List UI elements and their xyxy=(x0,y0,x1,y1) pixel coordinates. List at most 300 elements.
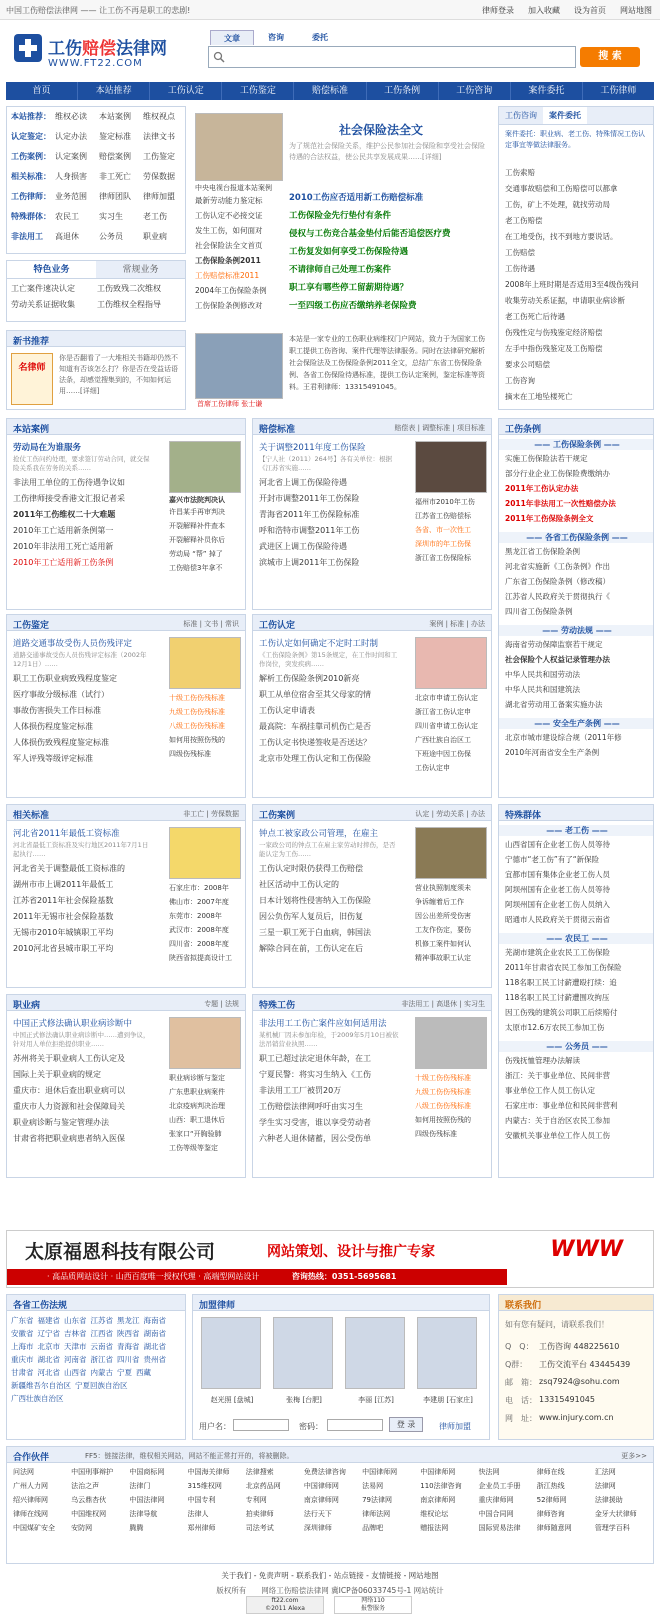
section-photo[interactable] xyxy=(169,441,241,493)
category-link[interactable]: 本站案例 xyxy=(99,112,131,121)
partner-link[interactable]: 专利网 xyxy=(245,1496,267,1504)
group-item[interactable]: 宁德市“老工伤”有了“新保险 xyxy=(505,855,600,864)
section-list-item[interactable]: 职工从单位宿舍至其父母家的情 xyxy=(259,690,371,699)
section-side-item[interactable]: 如何用按照伤残的 xyxy=(169,736,225,744)
partner-link[interactable]: 郑州律师 xyxy=(187,1524,216,1532)
featured-link[interactable]: 工伤赔偿标准2011 xyxy=(195,271,260,280)
set-homepage-link[interactable]: 设为首页 xyxy=(574,6,606,15)
business-item[interactable]: 工伤维权全程指导 xyxy=(97,300,161,309)
partner-link[interactable]: 绍兴律师网 xyxy=(13,1496,48,1504)
province-link[interactable]: 北京市 xyxy=(37,1342,60,1351)
consult-item[interactable]: 摘末在工地坠楼死亡 xyxy=(505,392,573,401)
group-item[interactable]: 实施工伤保险法若干规定 xyxy=(505,454,588,463)
section-side-item[interactable]: 许昌某手再审判决 xyxy=(169,508,225,516)
section-side-item[interactable]: 各省、市一次性工 xyxy=(415,526,471,534)
section-list-item[interactable]: 青海省2011年工伤保险标准 xyxy=(259,510,360,519)
nav-item[interactable]: 本站推荐 xyxy=(78,82,150,100)
category-link[interactable]: 非工死亡 xyxy=(99,172,131,181)
category-link[interactable]: 律师加盟 xyxy=(143,192,175,201)
group-item[interactable]: 部分行业企业工伤保险费缴纳办 xyxy=(505,469,610,478)
section-headline[interactable]: 中国正式修法确认职业病诊断中 xyxy=(13,1019,133,1029)
consult-item[interactable]: 工伤赔偿 xyxy=(505,248,535,257)
section-list-item[interactable]: 2010年工亡适用新工伤条例 xyxy=(13,558,114,567)
province-link[interactable]: 重庆市 xyxy=(11,1355,34,1364)
section-list-item[interactable]: 河北省上调工伤保险待遇 xyxy=(259,478,347,487)
headline-link[interactable]: 一至四级工伤应否缴纳养老保险费 xyxy=(289,301,417,311)
section-more-links[interactable]: 标准 | 文书 | 常识 xyxy=(183,620,239,628)
province-link[interactable]: 山东省 xyxy=(64,1316,87,1325)
featured-link[interactable]: 工伤保险条例2011 xyxy=(195,256,261,265)
group-item[interactable]: 2011年工伤认定办法 xyxy=(505,484,579,493)
partner-link[interactable]: 中国专利 xyxy=(187,1496,216,1504)
section-list-item[interactable]: 工伤律师接受香港文汇报记者采 xyxy=(13,494,125,503)
lawyer-photo[interactable] xyxy=(345,1317,405,1389)
category-link[interactable]: 认定办法 xyxy=(55,132,87,141)
section-photo[interactable] xyxy=(169,637,241,689)
province-link[interactable]: 云南省 xyxy=(90,1342,113,1351)
section-list-item[interactable]: 人体损伤程度鉴定标准 xyxy=(13,722,93,731)
province-link[interactable]: 黑龙江 xyxy=(117,1316,140,1325)
category-link[interactable]: 业务范围 xyxy=(55,192,87,201)
lawyer-name[interactable]: 李丽 [江苏] xyxy=(358,1396,394,1404)
group-item[interactable]: 内蒙古：关于自治区农民工参加 xyxy=(505,1116,610,1125)
contact-value[interactable]: 13315491045 xyxy=(539,1395,595,1404)
consult-item[interactable]: 伤残性定与伤残鉴定经济赔偿 xyxy=(505,328,603,337)
partner-link[interactable]: 中国海关律师 xyxy=(187,1468,230,1476)
section-side-item[interactable]: 佛山市：2007年度 xyxy=(169,898,229,906)
group-item[interactable]: 北京市城市建设综合规（2011年修 xyxy=(505,733,622,742)
section-side-item[interactable]: 十级工伤伤残标准 xyxy=(169,694,225,702)
group-item[interactable]: 广东省工伤保险条例（修改稿） xyxy=(505,577,610,586)
section-side-item[interactable]: 十级工伤伤残标准 xyxy=(415,1074,471,1082)
section-list-item[interactable]: 医疗事故分级标准（试行） xyxy=(13,690,109,699)
featured-link[interactable]: 社会保险法全文首页 xyxy=(195,241,263,250)
section-list-item[interactable]: 职业病诊断与鉴定管理办法 xyxy=(13,1118,109,1127)
partner-link[interactable]: 国际贸易法律 xyxy=(478,1524,521,1532)
partner-link[interactable]: 中国商标网 xyxy=(129,1468,165,1476)
section-side-item[interactable]: 八级工伤伤残标准 xyxy=(169,722,225,730)
section-side-item[interactable]: 江苏省工伤赔偿标 xyxy=(415,512,471,520)
sitemap-link[interactable]: 网站地图 xyxy=(620,6,652,15)
province-link[interactable]: 广西壮族自治区 xyxy=(11,1394,64,1403)
headline-link[interactable]: 工伤复发如何享受工伤保险待遇 xyxy=(289,247,409,257)
section-photo[interactable] xyxy=(415,441,487,493)
contact-value[interactable]: www.injury.com.cn xyxy=(539,1413,614,1422)
section-side-item[interactable]: 工伤认定申 xyxy=(415,764,450,772)
section-more-links[interactable]: 专题 | 法规 xyxy=(204,1000,239,1008)
section-list-item[interactable]: 北京市处理工伤认定和工伤保险 xyxy=(259,754,371,763)
section-headline[interactable]: 工伤认定如何确定不定时工时制 xyxy=(259,639,379,649)
section-list-item[interactable]: 武进区上调工伤保险待遇 xyxy=(259,542,347,551)
province-link[interactable]: 上海市 xyxy=(11,1342,34,1351)
group-item[interactable]: 2011年非法用工一次性赔偿办法 xyxy=(505,499,616,508)
section-list-item[interactable]: 事故伤害损失工作日标准 xyxy=(13,706,101,715)
consult-item[interactable]: 老工伤死亡后待遇 xyxy=(505,312,565,321)
section-side-item[interactable]: 工友作伤定，要伤 xyxy=(415,926,471,934)
section-more-links[interactable]: 赔偿表 | 调整标准 | 项目标准 xyxy=(394,424,485,432)
category-link[interactable]: 实习生 xyxy=(99,212,123,221)
section-list-item[interactable]: 重庆市人力资源和社会保障局关 xyxy=(13,1102,125,1111)
section-side-item[interactable]: 山西：职工退休后 xyxy=(169,1116,225,1124)
consult-item[interactable]: 2008年上班时期是否适用3至4级伤残问 xyxy=(505,280,639,289)
section-list-item[interactable]: 甘肃省将把职业病患者纳入医保 xyxy=(13,1134,125,1143)
partner-more-link[interactable]: 更多>> xyxy=(621,1452,647,1460)
province-link[interactable]: 贵州省 xyxy=(143,1355,166,1364)
section-headline[interactable]: 非法用工工伤亡案件应如何适用法 xyxy=(259,1019,387,1029)
partner-link[interactable]: 北京药品网 xyxy=(245,1482,281,1490)
province-link[interactable]: 浙江省 xyxy=(90,1355,113,1364)
group-item[interactable]: 湖北省劳动用工备案实施办法 xyxy=(505,700,603,709)
partner-link[interactable]: 维权论坛 xyxy=(420,1510,449,1518)
province-link[interactable]: 青海省 xyxy=(117,1342,140,1351)
consult-item[interactable]: 左手中指伤残鉴定及工伤赔偿 xyxy=(505,344,603,353)
section-photo[interactable] xyxy=(415,827,487,879)
group-item[interactable]: 石家庄市：事业单位和民间非营利 xyxy=(505,1101,618,1110)
section-list-item[interactable]: 湖州市市上调2011年最低工 xyxy=(13,880,114,889)
section-list-item[interactable]: 工伤认定时限仍获得工伤赔偿 xyxy=(259,864,363,873)
headline-link[interactable]: 职工享有哪些停工留薪期待遇？ xyxy=(289,283,409,293)
partner-link[interactable]: 315维权网 xyxy=(187,1482,222,1490)
section-photo[interactable] xyxy=(415,1017,487,1069)
province-link[interactable]: 河北省 xyxy=(37,1368,60,1377)
group-item[interactable]: 2011年甘肃省农民工参加工伤保险 xyxy=(505,963,622,972)
section-side-item[interactable]: 深圳市的年工伤保 xyxy=(415,540,471,548)
section-more-links[interactable]: 非工亡 | 劳保数据 xyxy=(183,810,239,818)
section-side-item[interactable]: 浙江省工伤认定申 xyxy=(415,708,471,716)
province-link[interactable]: 山西省 xyxy=(64,1368,87,1377)
province-link[interactable]: 甘肃省 xyxy=(11,1368,34,1377)
group-item[interactable]: 阿坝州国有企业老工伤人员纳入 xyxy=(505,900,610,909)
section-headline[interactable]: 河北省2011年最低工资标准 xyxy=(13,829,120,839)
partner-link[interactable]: 深圳律师 xyxy=(303,1524,332,1532)
province-link[interactable]: 西藏 xyxy=(136,1368,151,1377)
partner-link[interactable]: 110法律咨询 xyxy=(420,1482,462,1490)
partner-link[interactable]: 法治之声 xyxy=(71,1482,100,1490)
section-list-item[interactable]: 军人评残等级评定标准 xyxy=(13,754,93,763)
partner-link[interactable]: 法律网 xyxy=(594,1482,616,1490)
footer-links[interactable]: 关于我们 - 免责声明 - 联系我们 - 站点链接 - 友情链接 - 网站地图 xyxy=(221,1571,439,1580)
section-headline[interactable]: 劳动局在为谁服务 xyxy=(13,443,82,453)
section-list-item[interactable]: 呼和浩特市调整2011年工伤 xyxy=(259,526,360,535)
province-link[interactable]: 内蒙古 xyxy=(90,1368,113,1377)
search-tab-article[interactable]: 文章 xyxy=(210,30,254,45)
section-list-item[interactable]: 2010河北省县城市职工平均 xyxy=(13,944,114,953)
section-list-item[interactable]: 2011年工伤维权二十大难题 xyxy=(13,510,116,519)
lawyer-login-link[interactable]: 律师登录 xyxy=(482,6,514,15)
province-link[interactable]: 湖北省 xyxy=(37,1355,60,1364)
group-item[interactable]: 中华人民共和国劳动法 xyxy=(505,670,580,679)
group-item[interactable]: 芜湖市建筑企业农民工工伤保险 xyxy=(505,948,610,957)
partner-link[interactable]: 律师咨询 xyxy=(536,1510,565,1518)
business-item[interactable]: 工伤致残二次维权 xyxy=(97,284,161,293)
partner-link[interactable]: 安防网 xyxy=(71,1524,93,1532)
featured-title[interactable]: 社会保险法全文 xyxy=(339,123,424,137)
nav-item[interactable]: 工伤条例 xyxy=(367,82,439,100)
lawyer-photo[interactable] xyxy=(417,1317,477,1389)
section-photo[interactable] xyxy=(415,637,487,689)
consult-item[interactable]: 工伤待遇 xyxy=(505,264,535,273)
section-headline[interactable]: 关于调整2011年度工伤保险 xyxy=(259,443,366,453)
partner-link[interactable]: 企业员工手册 xyxy=(478,1482,521,1490)
section-side-item[interactable]: 北京市申请工伤认定 xyxy=(415,694,478,702)
partner-link[interactable]: 中国维权网 xyxy=(71,1510,107,1518)
lawyer-name[interactable]: 赵光照 [盘城] xyxy=(210,1396,254,1404)
consult-item[interactable]: 收集劳动关系证据，申请职业病诊断 xyxy=(505,296,625,305)
partner-link[interactable]: 中国煤矿安全 xyxy=(13,1524,55,1532)
nav-item[interactable]: 首页 xyxy=(6,82,78,100)
cctv-photo[interactable] xyxy=(195,113,283,181)
login-button[interactable]: 登 录 xyxy=(389,1417,423,1432)
group-item[interactable]: 中华人民共和国建筑法 xyxy=(505,685,580,694)
featured-link[interactable]: 工伤认定不必接交证 xyxy=(195,211,263,220)
tab-regular-business[interactable]: 常规业务 xyxy=(96,261,185,278)
partner-link[interactable]: 乌云鼎杏伙 xyxy=(71,1496,107,1504)
consult-item[interactable]: 要求公司赔偿 xyxy=(505,360,550,369)
section-list-item[interactable]: 非法用工单位的工伤待遇争议如 xyxy=(13,478,125,487)
section-side-item[interactable]: 机修工案件如何认 xyxy=(415,940,471,948)
category-link[interactable]: 老工伤 xyxy=(143,212,167,221)
group-item[interactable]: 2010年河南省安全生产条例 xyxy=(505,748,600,757)
province-link[interactable]: 湖南省 xyxy=(143,1329,166,1338)
featured-link[interactable]: 最新劳动能力鉴定标 xyxy=(195,196,263,205)
section-side-item[interactable]: 开裂解释补员你后 xyxy=(169,536,225,544)
group-item[interactable]: 山西省国有企业老工伤人员等待 xyxy=(505,840,610,849)
section-list-item[interactable]: 无锡市2010年城镇职工平均 xyxy=(13,928,114,937)
category-link[interactable]: 维权必读 xyxy=(55,112,87,121)
section-headline[interactable]: 钟点工被家政公司管理，在雇主 xyxy=(259,829,379,839)
partner-link[interactable]: 拍卖律师 xyxy=(245,1510,274,1518)
category-link[interactable]: 高退休 xyxy=(55,232,79,241)
section-list-item[interactable]: 三星一职工死于白血病，韩国法 xyxy=(259,928,371,937)
lawyer-photo[interactable] xyxy=(273,1317,333,1389)
join-link[interactable]: 律师加盟 xyxy=(439,1422,471,1431)
partner-link[interactable]: 免费法律咨询 xyxy=(303,1468,346,1476)
category-link[interactable]: 认定案例 xyxy=(55,152,87,161)
section-side-item[interactable]: 张家口“开胸验肺 xyxy=(169,1130,222,1138)
section-side-item[interactable]: 北京疫病判决治理 xyxy=(169,1102,225,1110)
section-side-item[interactable]: 营业执照制度须未 xyxy=(415,884,471,892)
partner-link[interactable]: 中国合同网 xyxy=(478,1510,514,1518)
section-list-item[interactable]: 因公负伤军人复员后，旧伤复 xyxy=(259,912,363,921)
section-list-item[interactable]: 国际上关于职业病的规定 xyxy=(13,1070,101,1079)
group-item[interactable]: 安徽机关事业单位工作人员工伤 xyxy=(505,1131,610,1140)
section-list-item[interactable]: 学生实习受害，谁以享受劳动者 xyxy=(259,1118,371,1127)
section-side-item[interactable]: 福州市2010年工伤 xyxy=(415,498,475,506)
category-link[interactable]: 职业病 xyxy=(143,232,167,241)
section-side-item[interactable]: 四川省申请工伤认定 xyxy=(415,722,478,730)
section-side-item[interactable]: 工伤等级等鉴定 xyxy=(169,1144,218,1152)
section-list-item[interactable]: 滨城市上调2011年工伤保险 xyxy=(259,558,360,567)
partner-link[interactable]: 汇法网 xyxy=(594,1468,616,1476)
province-link[interactable]: 广东省 xyxy=(11,1316,34,1325)
section-side-item[interactable]: 广东患职业病案件 xyxy=(169,1088,225,1096)
username-input[interactable] xyxy=(233,1419,289,1431)
featured-link[interactable]: 发生工伤，如何面对 xyxy=(195,226,263,235)
nav-item[interactable]: 工伤认定 xyxy=(150,82,222,100)
section-more-links[interactable]: 认定 | 劳动关系 | 办法 xyxy=(415,810,485,818)
partner-link[interactable]: 赠报法网 xyxy=(420,1524,449,1532)
category-link[interactable]: 农民工 xyxy=(55,212,79,221)
lawyer-photo[interactable] xyxy=(201,1317,261,1389)
section-list-item[interactable]: 2010年非法用工死亡适用新 xyxy=(13,542,114,551)
category-link[interactable]: 工伤鉴定 xyxy=(143,152,175,161)
category-link[interactable]: 鉴定标准 xyxy=(99,132,131,141)
group-item[interactable]: 事业单位工作人员工伤认定 xyxy=(505,1086,595,1095)
section-list-item[interactable]: 日本计划将性侵害纳入工伤保险 xyxy=(259,896,371,905)
section-photo[interactable] xyxy=(169,827,241,879)
partner-link[interactable]: 律师随意网 xyxy=(536,1524,572,1532)
partner-link[interactable]: 律师在线网 xyxy=(13,1510,48,1518)
section-side-item[interactable]: 如何用按照伤残的 xyxy=(415,1116,471,1124)
province-link[interactable]: 江西省 xyxy=(90,1329,113,1338)
lawyer-name[interactable]: 李建朋 [石家庄] xyxy=(423,1396,473,1404)
lawyer-photo[interactable] xyxy=(195,333,283,399)
business-item[interactable]: 劳动关系证据收集 xyxy=(11,300,75,309)
group-item[interactable]: 2011年工伤保险条例全文 xyxy=(505,514,594,523)
partner-link[interactable]: 快法网 xyxy=(478,1468,500,1476)
section-list-item[interactable]: 江苏省2011年社会保险基数 xyxy=(13,896,114,905)
section-more-links[interactable]: 案例 | 标准 | 办法 xyxy=(429,620,485,628)
section-list-item[interactable]: 工伤认定申请表 xyxy=(259,706,315,715)
group-item[interactable]: 河北省实施新《工伤条例》作出 xyxy=(505,562,610,571)
partner-link[interactable]: 法律门 xyxy=(129,1482,151,1490)
section-list-item[interactable]: 河北省关于调整最低工资标准的 xyxy=(13,864,125,873)
password-input[interactable] xyxy=(327,1419,383,1431)
section-side-item[interactable]: 职业病诊断与鉴定 xyxy=(169,1074,225,1082)
province-link[interactable]: 吉林省 xyxy=(64,1329,87,1338)
book-cover-image[interactable]: 名律师 xyxy=(11,353,53,405)
consult-item[interactable]: 工伤索赔 xyxy=(505,168,535,177)
headline-link[interactable]: 工伤保险金先行垫付有条件 xyxy=(289,211,392,221)
section-side-item[interactable]: 石家庄市：2008年 xyxy=(169,884,229,892)
section-list-item[interactable]: 苏州将关于职业病人工伤认定及 xyxy=(13,1054,125,1063)
partner-link[interactable]: 法律援助 xyxy=(594,1496,623,1504)
section-side-item[interactable]: 浙江省工伤保险标 xyxy=(415,554,471,562)
section-side-item[interactable]: 四川省：2008年度 xyxy=(169,940,229,948)
section-list-item[interactable]: 工伤赔偿法律网呼吁由实习生 xyxy=(259,1102,363,1111)
partner-link[interactable]: 中国律师网 xyxy=(420,1468,456,1476)
partner-link[interactable]: 律师法网 xyxy=(362,1510,391,1518)
partner-link[interactable]: 法律导航 xyxy=(129,1510,158,1518)
section-photo[interactable] xyxy=(169,1017,241,1069)
section-list-item[interactable]: 重庆市：退休后查出职业病可以 xyxy=(13,1086,125,1095)
section-list-item[interactable]: 解析工伤保险条例2010新亮 xyxy=(259,674,360,683)
category-link[interactable]: 公务员 xyxy=(99,232,123,241)
partner-link[interactable]: 腾腾 xyxy=(129,1524,144,1532)
section-more-links[interactable]: 非法用工 | 高退休 | 实习生 xyxy=(401,1000,485,1008)
section-side-item[interactable]: 陕西省拟提高设计工 xyxy=(169,954,232,962)
section-side-item[interactable]: 八级工伤伤残标准 xyxy=(415,1102,471,1110)
nav-item[interactable]: 工伤律师 xyxy=(600,86,637,96)
business-item[interactable]: 工亡案件速决认定 xyxy=(11,284,75,293)
nav-item[interactable]: 案件委托 xyxy=(511,82,583,100)
section-side-item[interactable]: 四级伤残标准 xyxy=(415,1130,457,1138)
group-item[interactable]: 118名职工民工讨薪遭殴打续：追 xyxy=(505,978,617,987)
category-label[interactable]: 非法用工 xyxy=(11,232,43,241)
nav-item[interactable]: 工伤鉴定 xyxy=(222,82,294,100)
partner-link[interactable]: 管理学百科 xyxy=(594,1524,630,1532)
category-link[interactable]: 人身损害 xyxy=(55,172,87,181)
partner-link[interactable]: 浙江热线 xyxy=(536,1482,565,1490)
section-list-item[interactable]: 六种老人退休储蓄，因公受伤单 xyxy=(259,1134,371,1143)
headline-link[interactable]: 2010工伤应否适用新工伤赔偿标准 xyxy=(289,193,424,203)
consult-item[interactable]: 交通事故赔偿和工伤赔偿可以都拿 xyxy=(505,184,618,193)
nav-item[interactable]: 赔偿标准 xyxy=(294,82,366,100)
partner-link[interactable]: 法律搜索 xyxy=(245,1468,274,1476)
group-item[interactable]: 昭通市人民政府关于贯彻云南省 xyxy=(505,915,610,924)
province-link[interactable]: 天津市 xyxy=(64,1342,87,1351)
group-item[interactable]: 宜都市国有集体企业老工伤人员 xyxy=(505,870,610,879)
province-link[interactable]: 辽宁省 xyxy=(37,1329,60,1338)
group-item[interactable]: 社会保险个人权益记录管理办法 xyxy=(505,655,610,664)
section-side-item[interactable]: 四级伤残标准 xyxy=(169,750,211,758)
partner-link[interactable]: 品牌吧 xyxy=(362,1524,384,1532)
site-logo[interactable]: 工伤赔偿法律网 WWW.FT22.COM xyxy=(14,30,194,74)
province-link[interactable]: 宁夏回族自治区 xyxy=(75,1381,128,1390)
partner-link[interactable]: 中国律师网 xyxy=(303,1482,339,1490)
add-favorite-link[interactable]: 加入收藏 xyxy=(528,6,560,15)
province-link[interactable]: 新疆维吾尔自治区 xyxy=(11,1381,71,1390)
category-link[interactable]: 劳保数据 xyxy=(143,172,175,181)
search-tab-entrust[interactable]: 委托 xyxy=(312,33,328,42)
ad-banner[interactable] xyxy=(6,1230,654,1288)
province-link[interactable]: 四川省 xyxy=(117,1355,140,1364)
group-item[interactable]: 太原市12.6万农民工参加工伤 xyxy=(505,1023,605,1032)
section-list-item[interactable]: 解除合同在前，工伤认定在后 xyxy=(259,944,363,953)
partner-link[interactable]: 法律人 xyxy=(187,1510,209,1518)
section-side-item[interactable]: 武汉市：2008年度 xyxy=(169,926,229,934)
tab-special-business[interactable]: 特色业务 xyxy=(7,261,96,278)
section-list-item[interactable]: 开封市调整2011年工伤保险 xyxy=(259,494,360,503)
section-headline[interactable]: 道路交通事故受伤人员伤残评定 xyxy=(13,639,133,649)
group-item[interactable]: 黑龙江省工伤保险条例 xyxy=(505,547,580,556)
partner-link[interactable]: 南京律师网 xyxy=(420,1496,456,1504)
nav-item[interactable]: 工伤咨询 xyxy=(439,82,511,100)
section-side-item[interactable]: 开裂解释补件查本 xyxy=(169,522,225,530)
section-list-item[interactable]: 非法用工工厂被罚20万 xyxy=(259,1086,342,1095)
group-item[interactable]: 四川省工伤保险条例 xyxy=(505,607,573,616)
province-link[interactable]: 福建省 xyxy=(37,1316,60,1325)
province-link[interactable]: 海南省 xyxy=(143,1316,166,1325)
province-link[interactable]: 湖北省 xyxy=(143,1342,166,1351)
partner-link[interactable]: 问法网 xyxy=(13,1468,34,1476)
partner-link[interactable]: 中国律师网 xyxy=(362,1468,398,1476)
consult-item[interactable]: 在工地受伤，找不到地方要说话。 xyxy=(505,232,618,241)
section-side-item[interactable]: 九级工伤伤残标准 xyxy=(415,1088,471,1096)
group-item[interactable]: 伤残抚恤管理办法解读 xyxy=(505,1056,580,1065)
partner-link[interactable]: 南京律师网 xyxy=(303,1496,339,1504)
group-item[interactable]: 浙江：关于事业单位、民间非营 xyxy=(505,1071,610,1080)
province-link[interactable]: 陕西省 xyxy=(117,1329,140,1338)
search-input[interactable] xyxy=(208,46,576,68)
consult-item[interactable]: 工伤咨询 xyxy=(505,376,535,385)
category-link[interactable]: 维权视点 xyxy=(143,112,175,121)
partner-link[interactable]: 法行天下 xyxy=(303,1510,332,1518)
headline-link[interactable]: 侵权与工伤竞合基金垫付后能否追偿医疗费 xyxy=(289,229,451,239)
section-side-item[interactable]: 九级工伤伤残标准 xyxy=(169,708,225,716)
alexa-badge[interactable]: ft22.com ©2011 Alexa xyxy=(246,1596,324,1614)
section-side-item[interactable]: 下班途中因工伤保 xyxy=(415,750,471,758)
section-list-item[interactable]: 2011年无锡市社会保险基数 xyxy=(13,912,114,921)
category-link[interactable]: 赔偿案例 xyxy=(99,152,131,161)
section-list-item[interactable]: 宁夏民警：将实习生纳入《工伤 xyxy=(259,1070,371,1079)
group-item[interactable]: 江苏省人民政府关于贯彻执行《 xyxy=(505,592,610,601)
featured-link[interactable]: 2004年工伤保险条例 xyxy=(195,286,267,295)
section-side-item[interactable]: 东莞市：2008年 xyxy=(169,912,222,920)
section-side-item[interactable]: 争诉缠着后工作 xyxy=(415,898,464,906)
partner-link[interactable]: 司法考试 xyxy=(245,1524,274,1532)
section-side-item[interactable]: 工伤赔偿3年拿不 xyxy=(169,564,223,572)
